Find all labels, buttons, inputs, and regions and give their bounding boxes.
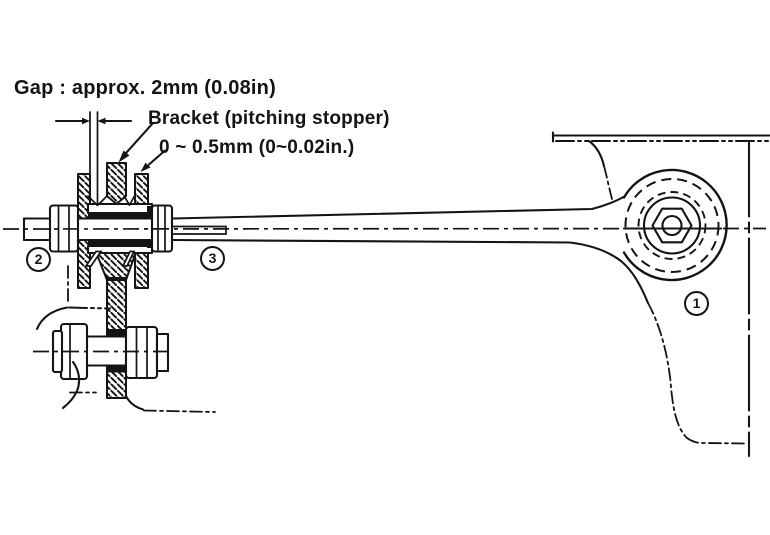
- callout-3: 3: [200, 246, 225, 271]
- bracket-plate-top: [107, 163, 126, 204]
- callout-1: 1: [684, 291, 709, 316]
- nut-lower: [126, 327, 157, 378]
- center-lines: [3, 229, 766, 230]
- callout-2: 2: [26, 247, 51, 272]
- washer-lower: [157, 334, 168, 371]
- bracket-label: Bracket (pitching stopper): [148, 108, 390, 129]
- clearance-label: 0 ~ 0.5mm (0~0.02in.): [159, 137, 355, 158]
- gap-note-label: Gap : approx. 2mm (0.08in): [14, 77, 276, 99]
